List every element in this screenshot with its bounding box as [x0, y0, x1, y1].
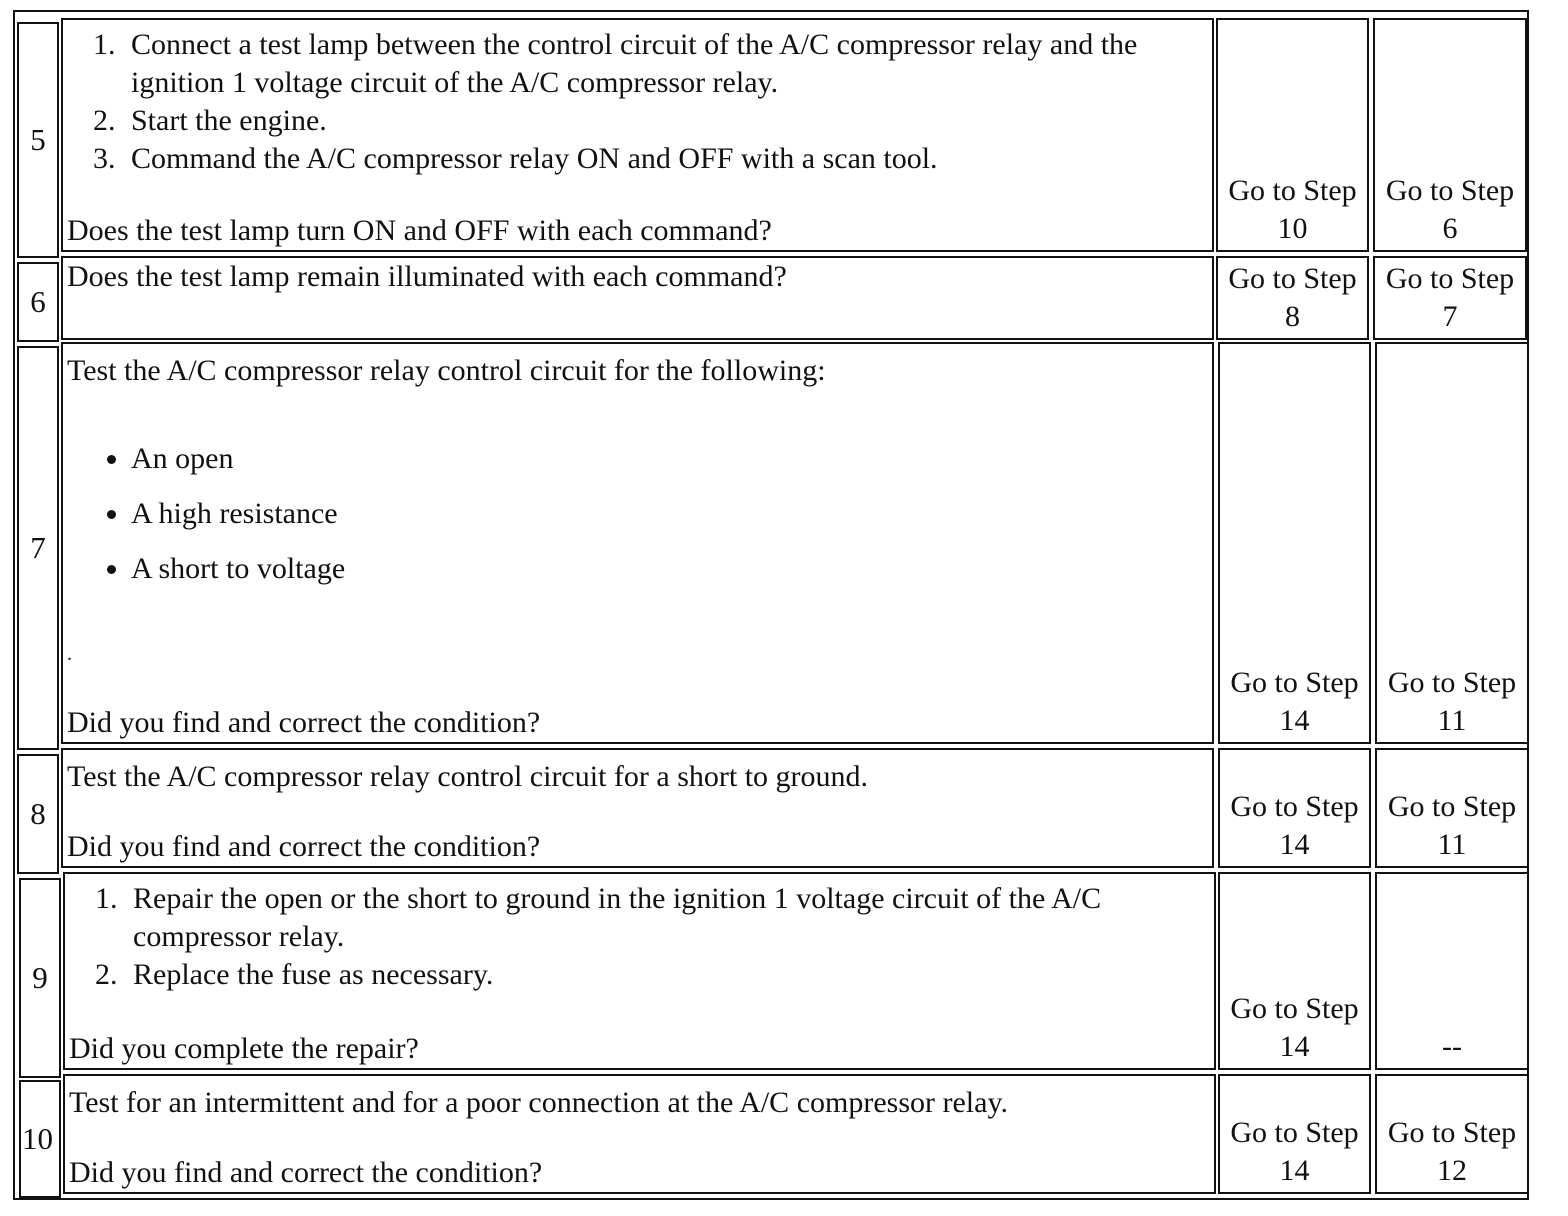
yes-result-cell — [1218, 748, 1371, 868]
no-result: Go to Step 11 — [1387, 790, 1517, 861]
condition-item: • An open — [131, 440, 1208, 478]
step-question: Does the test lamp turn ON and OFF with each command? — [67, 214, 772, 247]
yes-result: Go to Step 14 — [1230, 1116, 1359, 1187]
yes-result-cell — [1218, 872, 1371, 1070]
step-question: Did you complete the repair? — [69, 1032, 419, 1065]
step-number: 6 — [30, 284, 46, 319]
no-result-cell — [1375, 342, 1529, 744]
no-result-cell — [1375, 748, 1529, 868]
no-result: Go to Step 11 — [1387, 666, 1517, 737]
no-result-cell — [1375, 1074, 1529, 1194]
no-result: -- — [1442, 1030, 1462, 1063]
action-item: 2. Start the engine. — [123, 102, 1208, 140]
step-action-cell — [63, 1074, 1216, 1194]
step-number: 9 — [32, 960, 48, 995]
step-question: Did you find and correct the condition? — [69, 1156, 543, 1189]
no-result: Go to Step 7 — [1385, 262, 1515, 333]
step-question: Did you find and correct the condition? — [67, 706, 541, 739]
step-number: 10 — [22, 1121, 53, 1156]
step-action-cell — [61, 18, 1214, 252]
yes-result: Go to Step 10 — [1228, 174, 1357, 245]
step-instruction: Test for an intermittent and for a poor connection at the A/C compressor relay. — [69, 1086, 1008, 1119]
step-action-cell — [61, 256, 1214, 340]
step-action-cell — [61, 342, 1214, 744]
step-number: 7 — [30, 530, 46, 565]
action-item: 3. Command the A/C compressor relay ON and OFF with a scan tool. — [123, 140, 1208, 178]
step-instruction: Test the A/C compressor relay control circuit for the following: — [67, 354, 826, 387]
yes-result: Go to Step 14 — [1230, 790, 1359, 861]
action-item: 1. Repair the open or the short to ground in the ignition 1 voltage circuit of the A/C compressor relay. — [125, 880, 1210, 956]
action-item: 1. Connect a test lamp between the control circuit of the A/C compressor relay and the ignition 1 voltage circuit of the A/C compressor relay. — [123, 26, 1208, 102]
step-question: Did you find and correct the condition? — [67, 830, 541, 863]
step-number-cell — [19, 878, 61, 1078]
action-item: 2. Replace the fuse as necessary. — [125, 956, 1210, 994]
condition-item: • A high resistance — [131, 495, 1208, 533]
step-number: 5 — [30, 122, 46, 157]
yes-result: Go to Step 14 — [1230, 992, 1359, 1063]
step-number-cell — [17, 22, 59, 258]
yes-result: Go to Step 14 — [1230, 666, 1359, 737]
yes-result-cell — [1218, 342, 1371, 744]
no-result: Go to Step 6 — [1385, 174, 1515, 245]
step-number-cell — [17, 262, 59, 342]
step-question: Does the test lamp remain illuminated with each command? — [67, 260, 787, 293]
action-list — [69, 880, 1210, 994]
step-number-cell — [17, 754, 59, 874]
no-result-cell — [1373, 256, 1527, 340]
step-action-cell — [61, 748, 1214, 868]
no-result: Go to Step 12 — [1387, 1116, 1517, 1187]
action-list — [67, 26, 1208, 178]
yes-result-cell — [1218, 1074, 1371, 1194]
step-number-cell — [19, 1080, 61, 1198]
step-action-cell — [63, 872, 1216, 1070]
yes-result: Go to Step 8 — [1228, 262, 1357, 333]
yes-result-cell — [1216, 256, 1369, 340]
no-result-cell — [1375, 872, 1529, 1070]
step-number: 8 — [30, 796, 46, 831]
condition-item: • A short to voltage — [131, 550, 1208, 588]
condition-list — [67, 440, 1208, 588]
step-instruction: Test the A/C compressor relay control circuit for a short to ground. — [67, 760, 869, 793]
trailing-mark: . — [67, 643, 72, 665]
no-result-cell — [1373, 18, 1527, 252]
yes-result-cell — [1216, 18, 1369, 252]
step-number-cell — [17, 346, 59, 750]
